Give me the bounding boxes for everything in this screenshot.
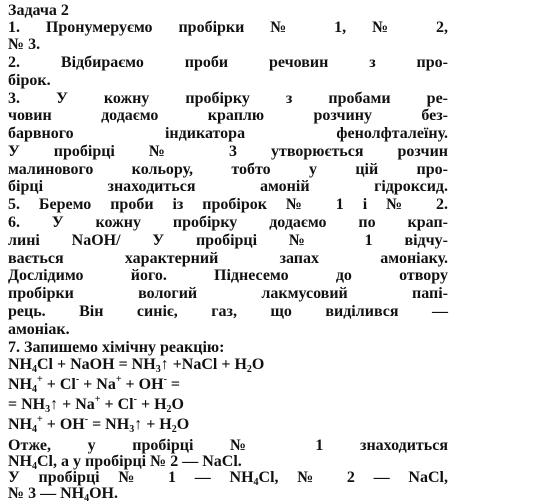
text-line: бірок.	[8, 72, 51, 89]
text-line: малинового кольору, тобто у цій про-	[8, 161, 448, 178]
equation-short-ionic: $NH_4^+ + OH^-$ = $NH_3↑ + H_2O$	[8, 414, 190, 435]
text-line: вається характерний запах амоніаку.	[8, 250, 448, 267]
text-line: 7. Запишемо хімічну реакцію:	[8, 339, 225, 356]
conclusion-line: У пробірці № 1 — $NH_4Cl$, № 2 — NaCl,	[8, 469, 448, 488]
text-line: Дослідимо його. Піднесемо до отвору	[8, 267, 448, 284]
equation-full-ionic: $NH_4^+ + Cl^- + Na^+ + OH^-$ =	[8, 374, 181, 395]
conclusion-line: № 3 — $NH_4OH$.	[8, 485, 118, 504]
text-line: № 3.	[8, 36, 41, 53]
task-title: Задача 2	[8, 2, 69, 19]
conclusion-line: $NH_4Cl$, а у пробірці № 2 — NaCl.	[8, 453, 242, 472]
text-line: 6. У кожну пробірку додаємо по крап-	[8, 214, 448, 231]
equation-molecular: $NH_4Cl$ + NaOH = $NH_3↑$ +NaCl + $H_2O$	[8, 356, 265, 375]
text-line: барвного індикатора фенолфталеїну.	[8, 125, 448, 142]
text-line: 3. У кожну пробірку з пробами ре-	[8, 90, 448, 107]
equation-full-ionic-continued: = $NH_3↑ + Na^+ + Cl^- + H_2O$	[8, 394, 184, 415]
text-line: лині NaOH/ У пробірці № 1 відчу-	[8, 232, 448, 249]
text-line: 5. Беремо проби із пробірок № 1 і № 2.	[8, 196, 448, 213]
conclusion-line: Отже, у пробірці № 1 знаходиться	[8, 437, 448, 454]
text-line: рець. Він синіє, газ, що виділився —	[8, 303, 448, 320]
text-line: амоніак.	[8, 321, 70, 338]
text-line: 2. Відбираємо проби речовин з про-	[8, 54, 448, 71]
text-line: бірці знаходиться амоній гідроксид.	[8, 178, 448, 195]
text-line: У пробірці № 3 утворюється розчин	[8, 143, 448, 160]
text-line: пробірки вологий лакмусовий папі-	[8, 285, 448, 302]
text-line: 1. Пронумеруємо пробірки № 1, № 2,	[8, 19, 448, 36]
text-line: човин додаємо краплю розчину без-	[8, 107, 448, 124]
